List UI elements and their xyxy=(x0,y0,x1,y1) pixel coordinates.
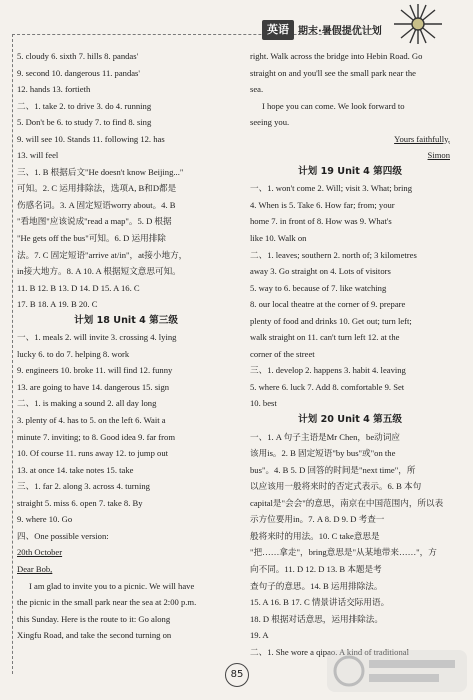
text-line: 二、1. leaves; southern 2. north of; 3 kilometres xyxy=(250,249,417,260)
text-line: 9. will see 10. Stands 11. following 12. has xyxy=(17,133,165,144)
text-line: 17. B 18. A 19. B 20. C xyxy=(17,299,98,310)
text-line: 9. engineers 10. broke 11. will find 12. funny xyxy=(17,365,173,376)
watermark-logo xyxy=(327,646,467,696)
text-line: 该用is。2. B 固定短语"by bus"或"on the xyxy=(250,448,396,459)
text-line: 查句子的意思。14. B 运用排除法。 xyxy=(250,580,383,591)
text-line: 一、1. won't come 2. Will; visit 3. What; bring xyxy=(250,183,413,194)
text-line: 法。7. C 固定短语"arrive at/in"，at接小地方， xyxy=(17,249,188,260)
text-line: 12. hands 13. fortieth xyxy=(17,84,91,95)
text-line: straight 5. miss 6. open 7. take 8. By xyxy=(17,497,143,508)
text-line: walk straight on 11. can't turn left 12. at the xyxy=(250,332,400,343)
text-line: 10. Of course 11. runs away 12. to jump out xyxy=(17,448,169,459)
text-line: 15. A 16. B 17. C 情景讲话交际用语。 xyxy=(250,597,390,608)
text-line: 一、1. meals 2. will invite 3. crossing 4. lying xyxy=(17,332,177,343)
text-line: plenty of food and drinks 10. Get out; turn left; xyxy=(250,315,412,326)
text-line: 二、1. is making a sound 2. all day long xyxy=(17,398,157,409)
right-column xyxy=(250,48,450,660)
text-line: 3. plenty of 4. has to 5. on the left 6. Wait a xyxy=(17,415,166,426)
text-line: this Sunday. Here is the route to it: Go along xyxy=(17,613,171,624)
text-line: straight on and you'll see the small park near the xyxy=(250,67,416,78)
section-heading: 计划 20 Unit 4 第五级 xyxy=(298,414,402,426)
text-line: 9. where 10. Go xyxy=(17,514,73,525)
text-line: 向不同。11. D 12. D 13. B 本题是考 xyxy=(250,563,382,574)
text-line: 以应该用一般将来时的否定式表示。6. B 本句 xyxy=(250,481,422,492)
page-number: 85 xyxy=(225,663,249,687)
text-line: home 7. in front of 8. How was 9. What's xyxy=(250,216,392,227)
text-line: capital是"会会"的意思，南京在中国范围内，所以表 xyxy=(250,497,444,508)
text-line: 二、1. take 2. to drive 3. do 4. running xyxy=(17,100,152,111)
text-line: 13. will feel xyxy=(17,150,59,161)
text-line: seeing you. xyxy=(250,117,290,128)
text-line: "看地图"应该说成"read a map"。5. D 根据 xyxy=(17,216,172,227)
text-line: 二、1. She wore a qipao. A kind of traditional xyxy=(250,646,409,657)
text-line: 般将来时的用法。10. C take意思是 xyxy=(250,530,380,541)
text-line: lucky 6. to do 7. helping 8. work xyxy=(17,348,130,359)
text-line: 13. at once 14. take notes 15. take xyxy=(17,464,134,475)
text-line: 9. second 10. dangerous 11. pandas' xyxy=(17,67,140,78)
letter-closing: Yours faithfully, xyxy=(394,133,450,144)
text-line: 一、1. A 句子主语是Mr Chen，be动词应 xyxy=(250,431,400,442)
text-line: 19. A xyxy=(250,630,269,641)
text-line: 11. B 12. B 13. D 14. D 15. A 16. C xyxy=(17,282,140,293)
text-line: bus"。4. B 5. D 回答的时间是"next time"，所 xyxy=(250,464,416,475)
text-line: Xingfu Road, and take the second turning on xyxy=(17,630,172,641)
text-line: 8. our local theatre at the corner of 9. prepare xyxy=(250,299,406,310)
text-line: "把……拿走"，bring意思是"从某地带来……"，方 xyxy=(250,547,437,558)
text-line: 三、1. far 2. along 3. across 4. turning xyxy=(17,481,150,492)
text-line: 10. best xyxy=(250,398,277,409)
dashed-border-left xyxy=(12,34,13,674)
text-line: 13. are going to have 14. dangerous 15. sign xyxy=(17,381,170,392)
text-line: 5. Don't be 6. to study 7. to find 8. sing xyxy=(17,117,152,128)
header-subtitle: 期末·暑假提优计划 xyxy=(298,26,382,37)
text-line: in接大地方。8. A 10. A 根据短文意思可知。 xyxy=(17,266,181,277)
text-line: 示方位要用in。7. A 8. D 9. D 考查一 xyxy=(250,514,385,525)
text-line: I am glad to invite you to a picnic. We will have xyxy=(29,580,195,591)
letter-greeting: Dear Bob, xyxy=(17,563,53,574)
text-line: "He gets off the bus"可知。6. D 运用排除 xyxy=(17,233,166,244)
section-heading: 计划 18 Unit 4 第三级 xyxy=(74,314,178,326)
text-line: 四、One possible version: xyxy=(17,530,109,541)
text-line: 三、1. develop 2. happens 3. habit 4. leaving xyxy=(250,365,406,376)
text-line: 三、1. B 根据后文"He doesn't know Beijing..." xyxy=(17,166,184,177)
text-line: like 10. Walk on xyxy=(250,233,307,244)
text-line: 5. where 6. luck 7. Add 8. comfortable 9. Set xyxy=(250,381,405,392)
page-header xyxy=(0,0,473,48)
text-line: corner of the street xyxy=(250,348,315,359)
text-line: right. Walk across the bridge into Hebin Road. Go xyxy=(250,51,423,61)
letter-date: 20th October xyxy=(17,547,63,558)
text-line: the picnic in the small park near the sea at 2:00 p.m. xyxy=(17,597,197,608)
letter-signature: Simon xyxy=(427,150,450,161)
text-line: sea. xyxy=(250,84,264,95)
section-heading: 计划 19 Unit 4 第四级 xyxy=(298,165,402,177)
subject-badge: 英语 xyxy=(262,20,294,40)
text-line: minute 7. inviting; to 8. Good idea 9. far from xyxy=(17,431,176,442)
text-line: 4. When is 5. Take 6. How far; from; your xyxy=(250,199,395,210)
left-column xyxy=(17,48,235,644)
text-line: 伤感名词。3. A 固定短语worry about。4. B xyxy=(17,199,176,210)
text-line: I hope you can come. We look forward to xyxy=(262,100,405,111)
flower-icon xyxy=(388,2,446,48)
text-line: 5. way to 6. because of 7. like watching xyxy=(250,282,387,293)
text-line: 5. cloudy 6. sixth 7. hills 8. pandas' xyxy=(17,51,139,61)
text-line: away 3. Go straight on 4. Lots of visitors xyxy=(250,266,391,277)
text-line: 可知。2. C 运用排除法，选项A, B和D都是 xyxy=(17,183,177,194)
text-line: 18. D 根据对话意思，运用排除法。 xyxy=(250,613,383,624)
